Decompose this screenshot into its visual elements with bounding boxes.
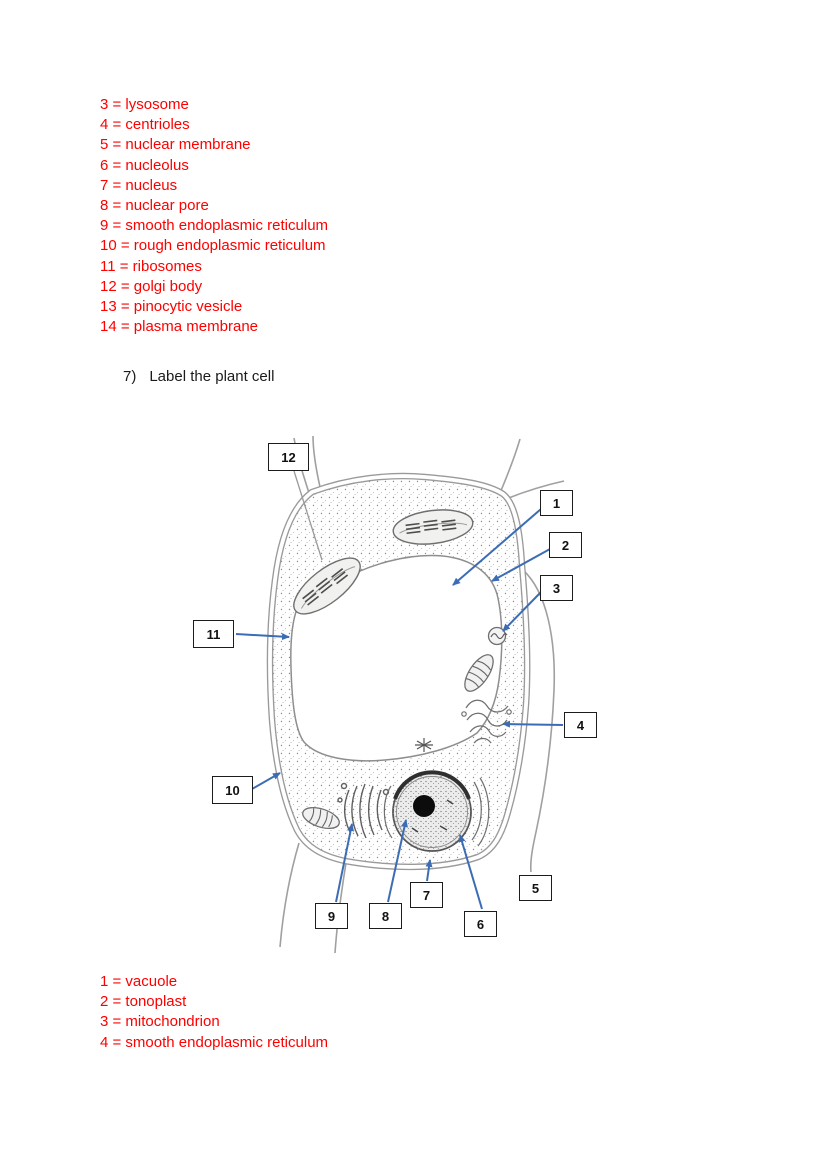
label-number: 12 (281, 449, 296, 465)
arrow-9 (336, 824, 352, 902)
label-number: 10 (225, 782, 240, 798)
arrow-11 (236, 634, 289, 637)
mitochondrion (300, 804, 342, 833)
diagram-label-2 (549, 532, 582, 558)
arrow-7 (427, 860, 430, 881)
label-number: 4 (576, 717, 585, 733)
arrow-3 (503, 592, 541, 631)
answer-line: 7 = nucleus (100, 176, 178, 194)
answer-line: 14 = plasma membrane (100, 318, 258, 336)
label-arrows (236, 509, 563, 909)
answer-line: 3 = lysosome (100, 96, 189, 113)
label-number: 2 (561, 537, 570, 553)
label-number: 7 (422, 887, 431, 903)
centriole-star (415, 738, 433, 752)
answer-line: 6 = nucleolus (100, 156, 189, 174)
mitochondrion (459, 650, 498, 695)
chloroplast (285, 548, 368, 623)
nucleolus (413, 795, 435, 817)
answer-line: 11 = ribosomes (100, 257, 202, 275)
answer-line: 10 = rough endoplasmic reticulum (100, 237, 326, 255)
answer-line: 4 = centrioles (100, 116, 190, 134)
diagram-label-3 (540, 575, 573, 601)
diagram-label-8 (369, 903, 402, 929)
question-line (123, 368, 274, 385)
answer-list-bottom (100, 972, 328, 1053)
mitochondrion (489, 628, 508, 645)
label-number: 3 (552, 580, 561, 596)
diagram-label-9 (315, 903, 348, 929)
diagram-label-10 (212, 776, 253, 804)
diagram-label-5 (519, 875, 552, 901)
label-number: 1 (552, 495, 561, 511)
diagram-label-12 (268, 443, 309, 471)
answer-line: 2 = tonoplast (100, 993, 187, 1011)
answer-line: 5 = nuclear membrane (100, 136, 251, 154)
arrow-4 (503, 724, 563, 725)
answer-line: 9 = smooth endoplasmic reticulum (100, 217, 329, 235)
answer-line: 1 = vacuole (100, 973, 178, 990)
answer-line: 4 = smooth endoplasmic reticulum (100, 1033, 329, 1051)
arrow-8 (388, 820, 406, 902)
diagram-label-4 (564, 712, 597, 738)
label-number: 11 (206, 626, 221, 642)
label-number: 5 (531, 880, 540, 896)
diagram-label-1 (540, 490, 573, 516)
cytoplasm (270, 476, 527, 867)
answer-line: 8 = nuclear pore (100, 197, 209, 215)
golgi-body (338, 784, 389, 839)
arrow-6 (460, 835, 482, 909)
diagram-label-11 (193, 620, 234, 648)
rough-er (384, 778, 488, 846)
leader-line-12 (294, 471, 322, 560)
diagram-label-6 (464, 911, 497, 937)
label-number: 6 (476, 916, 485, 932)
arrow-10 (252, 773, 280, 789)
smooth-er (462, 700, 511, 743)
label-number: 8 (381, 908, 390, 924)
question-text: Label the plant cell (149, 368, 275, 385)
answer-line: 12 = golgi body (100, 277, 203, 295)
label-number: 9 (327, 908, 336, 924)
cell-wall (270, 476, 527, 867)
nucleus (384, 772, 488, 851)
arrow-1 (453, 509, 541, 585)
answer-list-top (100, 95, 328, 337)
chloroplast (391, 506, 474, 549)
vacuole (291, 556, 502, 761)
answer-line: 3 = mitochondrion (100, 1013, 220, 1031)
question-number: 7) (123, 368, 137, 385)
answer-line: 13 = pinocytic vesicle (100, 298, 243, 316)
diagram-label-7 (410, 882, 443, 908)
